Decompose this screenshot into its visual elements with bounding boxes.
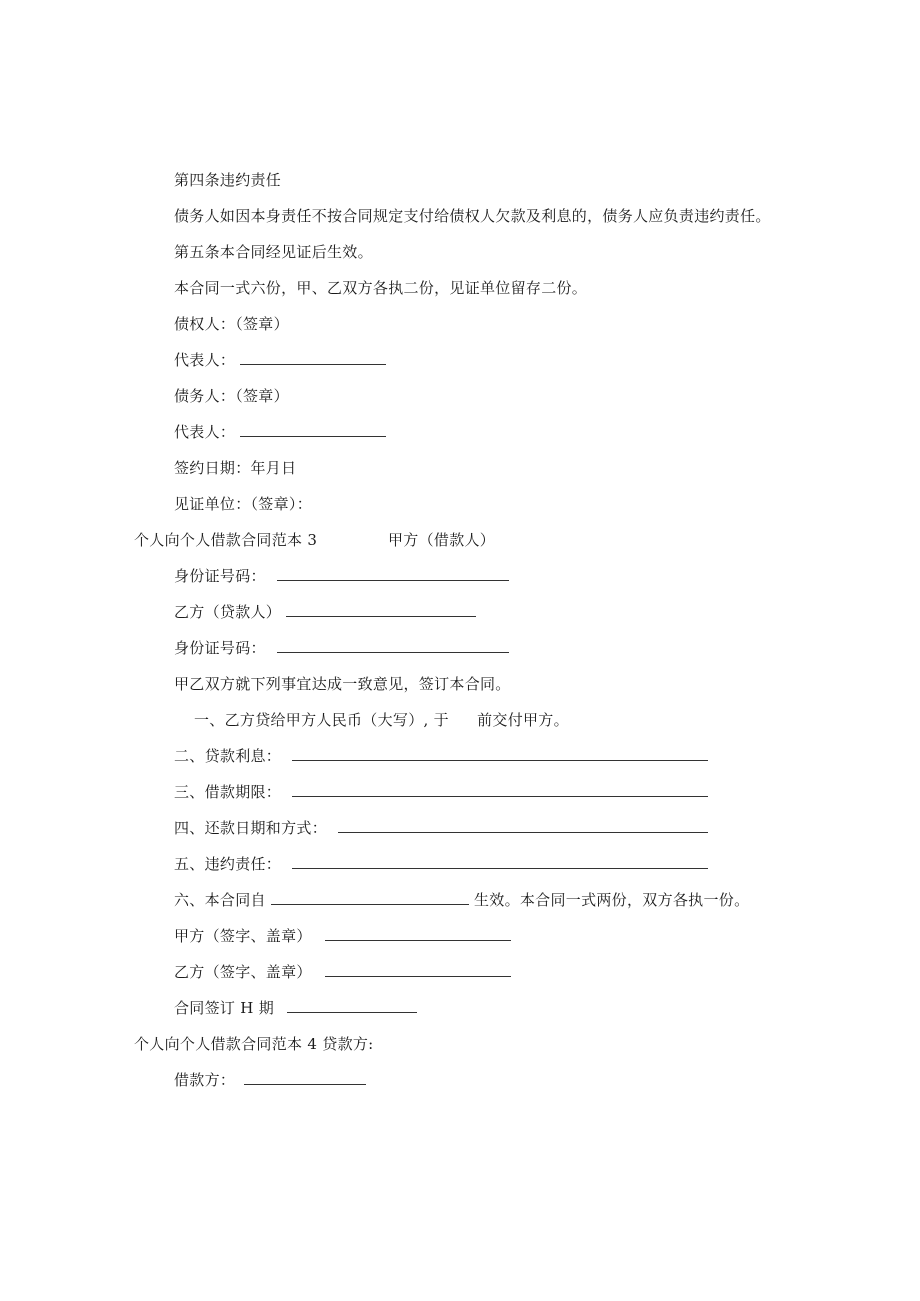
item-1-text-end: 前交付甲方。	[477, 711, 569, 729]
party-b-signature-label: 乙方（签字、盖章）	[174, 963, 312, 981]
id-number-row-1	[174, 566, 509, 586]
item-2-row	[174, 746, 708, 766]
party-a-signature-label: 甲方（签字、盖章）	[174, 927, 312, 945]
copies-clause: 本合同一式六份，甲、乙双方各执二份，见证单位留存二份。	[174, 279, 588, 297]
party-b-row	[174, 602, 476, 622]
representative-blank	[240, 350, 386, 365]
party-a-signature-row	[174, 926, 511, 946]
creditor-signature: 债权人：（签章）	[174, 315, 289, 333]
sample-3-title: 个人向个人借款合同范本 3	[134, 531, 318, 549]
creditor-representative-row	[174, 350, 386, 370]
item-5-blank	[292, 854, 708, 869]
borrower-blank	[244, 1070, 366, 1085]
item-4-label: 四、还款日期和方式：	[174, 819, 328, 837]
article-4-body: 债务人如因本身责任不按合同规定支付给债权人欠款及利息的，债务人应负责违约责任。	[174, 207, 771, 225]
item-4-blank	[338, 818, 708, 833]
item-6-text-end: 生效。本合同一式两份，双方各执一份。	[473, 891, 750, 909]
item-3-row	[174, 782, 708, 802]
item-5-row	[174, 854, 708, 874]
id-number-row-2	[174, 638, 509, 658]
debtor-signature: 债务人：（签章）	[174, 387, 289, 405]
party-a-signature-blank	[325, 926, 511, 941]
article-4-title: 第四条违约责任	[174, 171, 282, 189]
witness-unit: 见证单位：（签章）：	[174, 495, 313, 513]
item-1-text: 一、乙方贷给甲方人民币（大写）, 于	[194, 711, 449, 729]
borrower-row	[174, 1070, 366, 1090]
representative-blank	[240, 422, 386, 437]
item-2-blank	[292, 746, 708, 761]
item-4-row	[174, 818, 708, 838]
party-b-signature-blank	[325, 962, 511, 977]
id-blank	[277, 638, 509, 653]
representative-label: 代表人：	[174, 351, 236, 369]
party-a-label: 甲方（借款人）	[388, 531, 496, 549]
signing-date: 签约日期：年月日	[174, 459, 297, 477]
party-b-label: 乙方（贷款人）	[174, 603, 282, 621]
representative-label: 代表人：	[174, 423, 236, 441]
item-2-label: 二、贷款利息：	[174, 747, 282, 765]
article-5: 第五条本合同经见证后生效。	[174, 243, 373, 261]
item-1-row	[194, 710, 569, 730]
contract-date-row	[174, 998, 417, 1018]
id-label: 身份证号码：	[174, 639, 266, 657]
sample-4-title: 个人向个人借款合同范本 4 贷款方:	[134, 1035, 374, 1053]
id-blank	[277, 566, 509, 581]
debtor-representative-row	[174, 422, 386, 442]
item-3-blank	[292, 782, 708, 797]
id-label: 身份证号码：	[174, 567, 266, 585]
item-6-blank	[271, 890, 469, 905]
item-5-label: 五、违约责任：	[174, 855, 282, 873]
party-b-signature-row	[174, 962, 511, 982]
item-3-label: 三、借款期限：	[174, 783, 282, 801]
borrower-label: 借款方：	[174, 1071, 236, 1089]
item-6-label: 六、本合同自	[174, 891, 266, 909]
item-6-row	[174, 890, 749, 910]
agreement-statement: 甲乙双方就下列事宜达成一致意见，签订本合同。	[174, 675, 511, 693]
party-b-blank	[286, 602, 476, 617]
contract-date-label: 合同签订 H 期	[174, 999, 275, 1017]
contract-date-blank	[287, 998, 417, 1013]
